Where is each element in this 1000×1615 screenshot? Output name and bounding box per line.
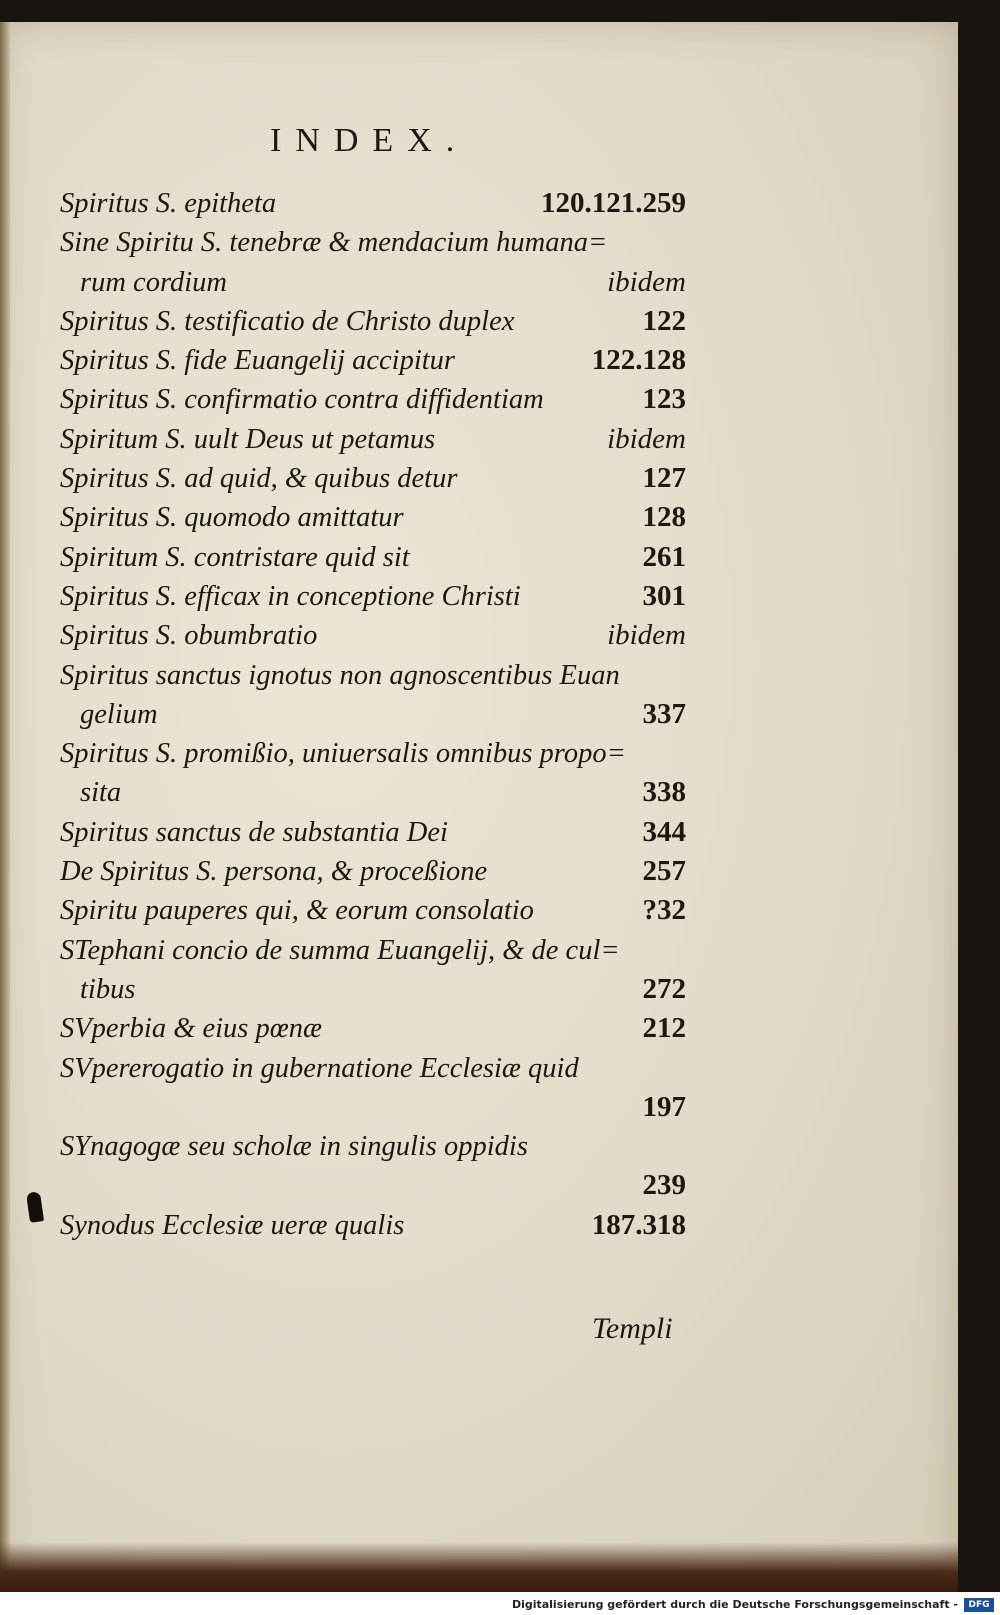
catchword: Templi xyxy=(592,1312,673,1345)
ink-mark xyxy=(26,1191,44,1223)
index-entry: Spiritus S. confirmatio contra diffidentiam 123 xyxy=(60,383,686,416)
index-entry: Spiritus sanctus ignotus non agnoscentibus Euan xyxy=(60,659,620,691)
index-entry: Spiritus S. promißio, uniuersalis omnibus propo= xyxy=(60,738,626,770)
index-entry-continuation: rum cordium ibidem xyxy=(80,265,686,298)
index-entry-continuation: 239 xyxy=(642,1169,686,1202)
index-entry: De Spiritus S. persona, & proceßione 257 xyxy=(60,855,686,888)
index-entry-continuation: 197 xyxy=(642,1090,686,1123)
dfg-logo-icon: DFG xyxy=(964,1598,994,1612)
page-header: INDEX. xyxy=(270,122,469,159)
index-entry: Spiritus S. ad quid, & quibus detur 127 xyxy=(60,462,686,495)
index-entry: Spiritus S. epitheta 120.121.259 xyxy=(60,187,686,219)
index-entry: Spiritum S. uult Deus ut petamus ibidem xyxy=(60,422,686,455)
index-entry: Spiritu pauperes qui, & eorum consolatio ?32 xyxy=(60,894,686,927)
index-entry: Sine Spiritu S. tenebræ & mendacium humana= xyxy=(60,227,608,259)
index-entry: Spiritus S. fide Euangelij accipitur 122.128 xyxy=(60,344,686,377)
index-entry: Synodus Ecclesiæ ueræ qualis 187.318 xyxy=(60,1208,686,1241)
index-entry-continuation: sita 338 xyxy=(80,776,686,809)
footer-text: Digitalisierung gefördert durch die Deutsche Forschungsgemeinschaft - xyxy=(511,1598,958,1611)
book-page xyxy=(0,22,958,1592)
index-entry: Spiritus S. testificatio de Christo duplex 122 xyxy=(60,304,686,337)
index-entry: Spiritus S. efficax in conceptione Christi 301 xyxy=(60,579,686,612)
index-entry: SVperbia & eius pœnæ 212 xyxy=(60,1012,686,1045)
index-entry: Spiritus S. quomodo amittatur 128 xyxy=(60,501,686,534)
footer-bar xyxy=(0,1592,1000,1615)
index-entry-continuation: tibus 272 xyxy=(80,972,686,1005)
index-entry: Spiritus S. obumbratio ibidem xyxy=(60,619,686,652)
index-entry: SYnagogæ seu scholæ in singulis oppidis xyxy=(60,1131,528,1163)
index-entry: STephani concio de summa Euangelij, & de cul= xyxy=(60,934,620,966)
index-entry: SVpererogatio in gubernatione Ecclesiæ quid xyxy=(60,1052,579,1084)
index-entry-continuation: gelium 337 xyxy=(80,697,686,730)
page-bottom-edge xyxy=(0,1542,958,1592)
index-entries xyxy=(60,184,686,1245)
index-entry: Spiritum S. contristare quid sit 261 xyxy=(60,540,686,573)
page-spine-edge xyxy=(0,22,10,1592)
index-entry: Spiritus sanctus de substantia Dei 344 xyxy=(60,815,686,848)
